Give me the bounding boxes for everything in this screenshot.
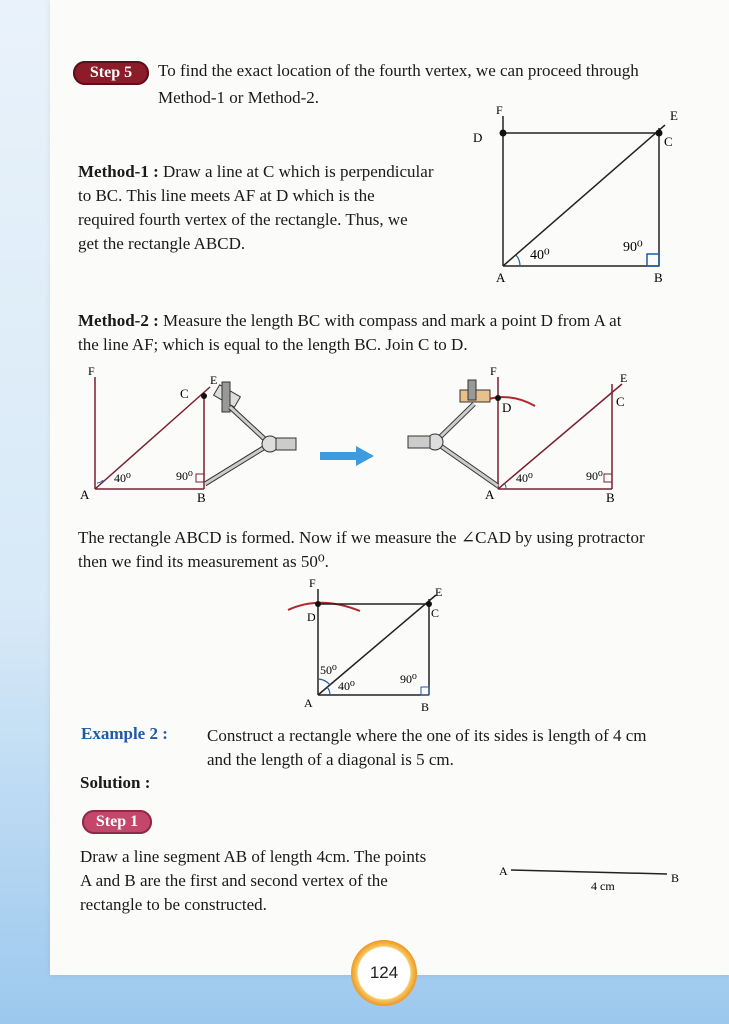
step1-line3: rectangle to be constructed. <box>80 895 267 914</box>
fig2r-label-D: D <box>502 400 512 415</box>
fig3-label-C: C <box>431 606 440 620</box>
step5-text-line2: Method-1 or Method-2. <box>158 88 320 107</box>
fig3-angle90: 90⁰ <box>400 672 417 686</box>
fig1-label-D: D <box>473 130 483 145</box>
fig1-label-B: B <box>654 270 663 285</box>
fig3-label-B: B <box>421 700 430 714</box>
fig2l-label-E: E <box>210 373 218 387</box>
figure-rectangle-abcd <box>280 575 460 715</box>
example2-line2: and the length of a diagonal is 5 cm. <box>207 750 454 769</box>
figure-method2-right <box>400 362 640 507</box>
fig2r-label-A: A <box>485 487 495 502</box>
fig1-angle90: 90⁰ <box>623 240 643 255</box>
fig2r-angle90: 90⁰ <box>586 469 603 483</box>
fig2r-label-B: B <box>606 490 615 505</box>
fig2l-label-F: F <box>88 364 95 378</box>
seg-label-A: A <box>499 864 508 878</box>
method1-line3: required fourth vertex of the rectangle. Thus, we <box>78 210 408 229</box>
method1-line2: to BC. This line meets AF at D which is the <box>78 186 375 205</box>
compass-icon <box>205 382 296 484</box>
fig1-label-E: E <box>670 108 678 123</box>
step5-text-line1: To find the exact location of the fourth vertex, we can proceed through <box>158 61 639 80</box>
fig3-angle50: 50⁰ <box>320 663 337 677</box>
step5-badge: Step 5 <box>73 61 149 85</box>
fig1-label-A: A <box>496 270 506 285</box>
method2-line2: the line AF; which is equal to the length BC. Join C to D. <box>78 335 468 354</box>
method2-label: Method-2 : <box>78 311 159 330</box>
fig3-label-A: A <box>304 696 313 710</box>
step1-line2: A and B are the first and second vertex of the <box>80 871 388 890</box>
fig2l-label-A: A <box>80 487 90 502</box>
fig3-label-D: D <box>307 610 316 624</box>
fig2l-angle40: 40⁰ <box>114 471 131 485</box>
fig2r-label-F: F <box>490 364 497 378</box>
figure-segment-ab <box>495 860 690 900</box>
method1-label: Method-1 : <box>78 162 159 181</box>
fig2r-angle40: 40⁰ <box>516 471 533 485</box>
fig2l-label-B: B <box>197 490 206 505</box>
fig3-angle40: 40⁰ <box>338 679 355 693</box>
example2-label: Example 2 : <box>81 724 168 743</box>
fig3-label-F: F <box>309 576 316 590</box>
seg-label-B: B <box>671 871 680 885</box>
fig2r-label-C: C <box>616 394 625 409</box>
step1-badge: Step 1 <box>82 810 152 834</box>
method1-text1: Draw a line at C which is perpendicular <box>158 162 434 181</box>
method2-text1: Measure the length BC with compass and mark a point D from A at <box>158 311 622 330</box>
compass-icon <box>408 380 498 486</box>
fig2l-angle90: 90⁰ <box>176 469 193 483</box>
fig2l-label-C: C <box>180 386 189 401</box>
figure-method1-rectangle <box>460 100 700 290</box>
fig1-label-F: F <box>496 103 503 117</box>
fig3-label-E: E <box>435 585 443 599</box>
seg-length-label: 4 cm <box>591 879 615 893</box>
page-number-badge <box>351 940 417 1006</box>
page-number: 124 <box>369 963 399 982</box>
fig1-angle40: 40⁰ <box>530 248 550 263</box>
method1-line4: get the rectangle ABCD. <box>78 234 246 253</box>
step1-line1: Draw a line segment AB of length 4cm. The points <box>80 847 427 866</box>
fig1-label-C: C <box>664 134 673 149</box>
example2-line1: Construct a rectangle where the one of its sides is length of 4 cm <box>207 726 647 745</box>
method1-line1 <box>78 160 448 184</box>
arrow-right-icon <box>320 445 376 467</box>
solution-label: Solution : <box>80 773 151 792</box>
conclusion-line1: The rectangle ABCD is formed. Now if we measure the ∠CAD by using protractor <box>78 528 645 547</box>
method2-line1 <box>78 309 621 333</box>
fig2r-label-E: E <box>620 371 628 385</box>
figure-method2-left <box>70 362 330 507</box>
conclusion-line2: then we find its measurement as 50⁰. <box>78 552 329 571</box>
